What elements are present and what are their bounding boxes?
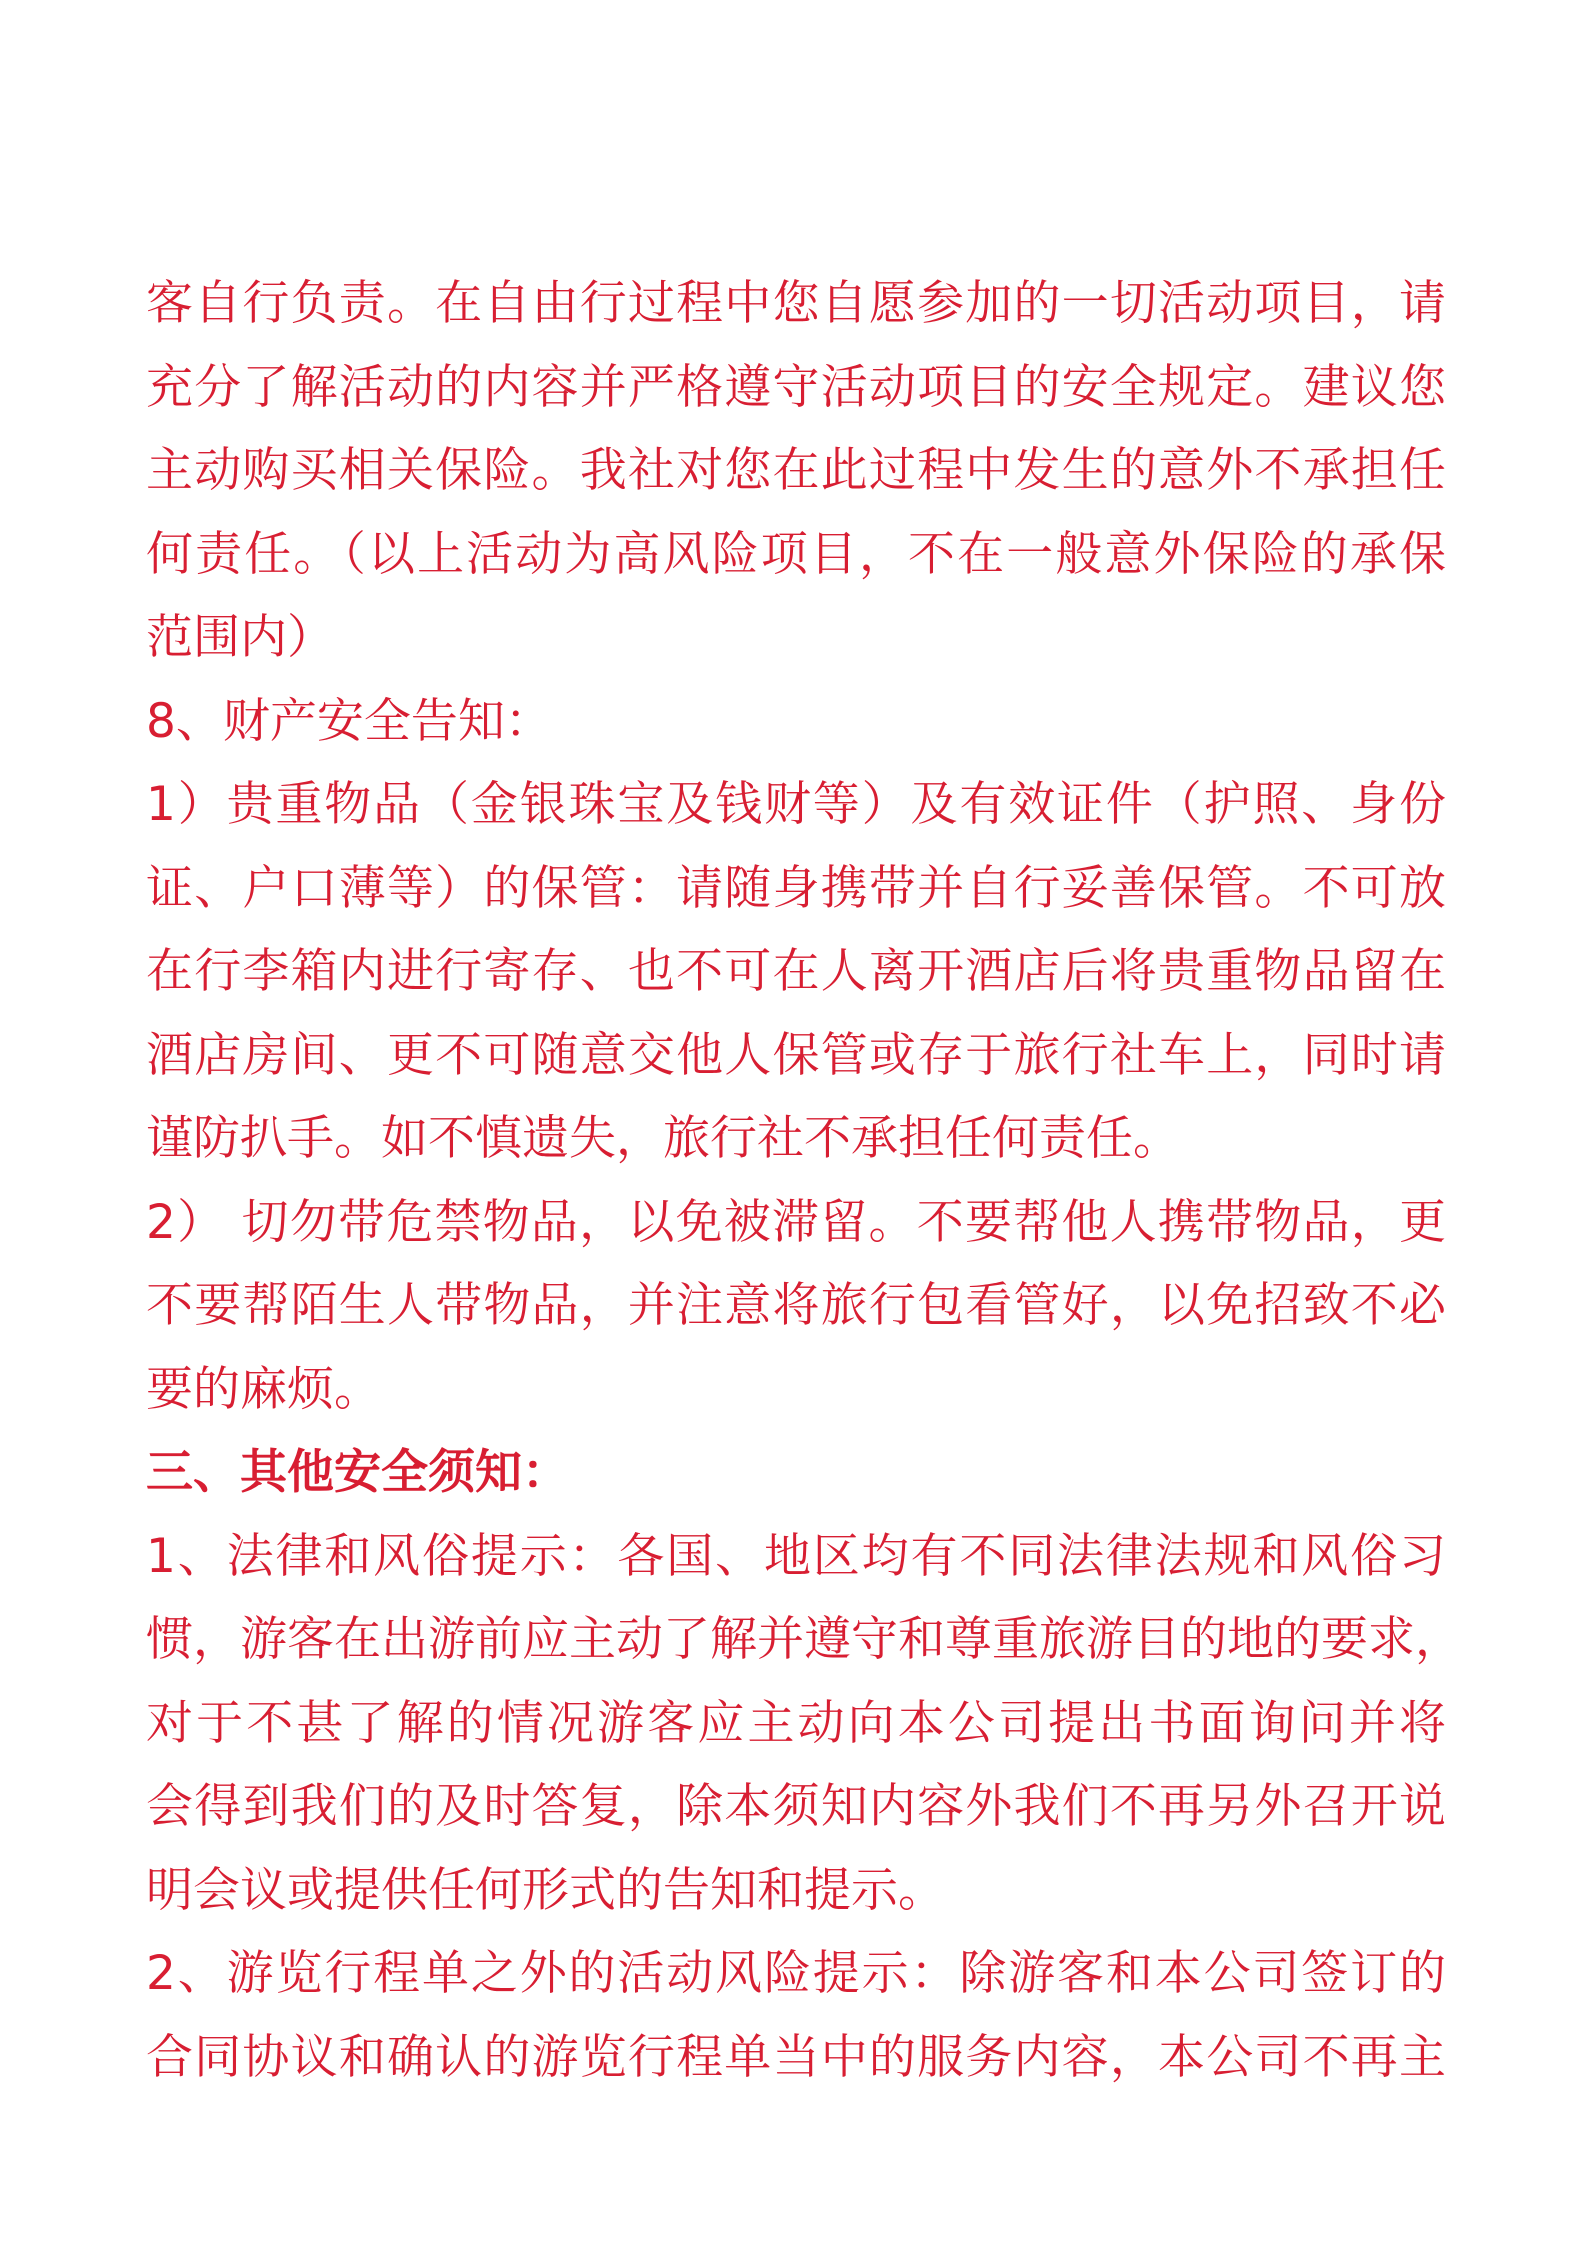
paragraph-line: 谨防扒手。如不慎遗失，旅行社不承担任何责任。	[146, 1111, 1180, 1166]
paragraph-line: 2） 切勿带危禁物品，以免被滞留。不要帮他人携带物品，更	[146, 1194, 1446, 1250]
paragraph-line: 2、游览行程单之外的活动风险提示：除游客和本公司签订的	[146, 1946, 1446, 2001]
paragraph-line: 明会议或提供任何形式的告知和提示。	[146, 1862, 945, 1918]
paragraph-line: 酒店房间、更不可随意交他人保管或存于旅行社车上，同时请	[146, 1027, 1446, 1083]
paragraph-line: 1、法律和风俗提示：各国、地区均有不同法律法规和风俗习	[146, 1528, 1446, 1584]
paragraph-line: 何责任。（以上活动为高风险项目，不在一般意外保险的承保	[146, 526, 1446, 582]
paragraph-line: 不要帮陌生人带物品，并注意将旅行包看管好，以免招致不必	[146, 1278, 1446, 1333]
paragraph-line: 证、户口薄等）的保管：请随身携带并自行妥善保管。不可放	[146, 860, 1446, 916]
paragraph-line: 合同协议和确认的游览行程单当中的服务内容，本公司不再主	[146, 2029, 1446, 2085]
section-item-heading: 8、财产安全告知：	[146, 693, 552, 749]
paragraph-line: 充分了解活动的内容并严格遵守活动项目的安全规定。建议您	[146, 359, 1446, 415]
paragraph-line: 会得到我们的及时答复，除本须知内容外我们不再另外召开说	[146, 1779, 1446, 1834]
paragraph-line: 主动购买相关保险。我社对您在此过程中发生的意外不承担任	[146, 443, 1446, 498]
paragraph-line: 客自行负责。在自由行过程中您自愿参加的一切活动项目，请	[146, 276, 1446, 331]
paragraph-line: 惯，游客在出游前应主动了解并遵守和尊重旅游目的地的要求，	[146, 1612, 1462, 1667]
paragraph-line: 要的麻烦。	[146, 1361, 381, 1417]
paragraph-line: 范围内）	[146, 610, 334, 665]
paragraph-line: 对于不甚了解的情况游客应主动向本公司提出书面询问并将	[146, 1695, 1446, 1751]
document-body	[146, 262, 1462, 2099]
paragraph-line: 在行李箱内进行寄存、也不可在人离开酒店后将贵重物品留在	[146, 944, 1446, 999]
paragraph-line: 1）贵重物品（金银珠宝及钱财等）及有效证件（护照、身份	[146, 777, 1446, 832]
section-heading: 三、其他安全须知：	[146, 1445, 569, 1500]
